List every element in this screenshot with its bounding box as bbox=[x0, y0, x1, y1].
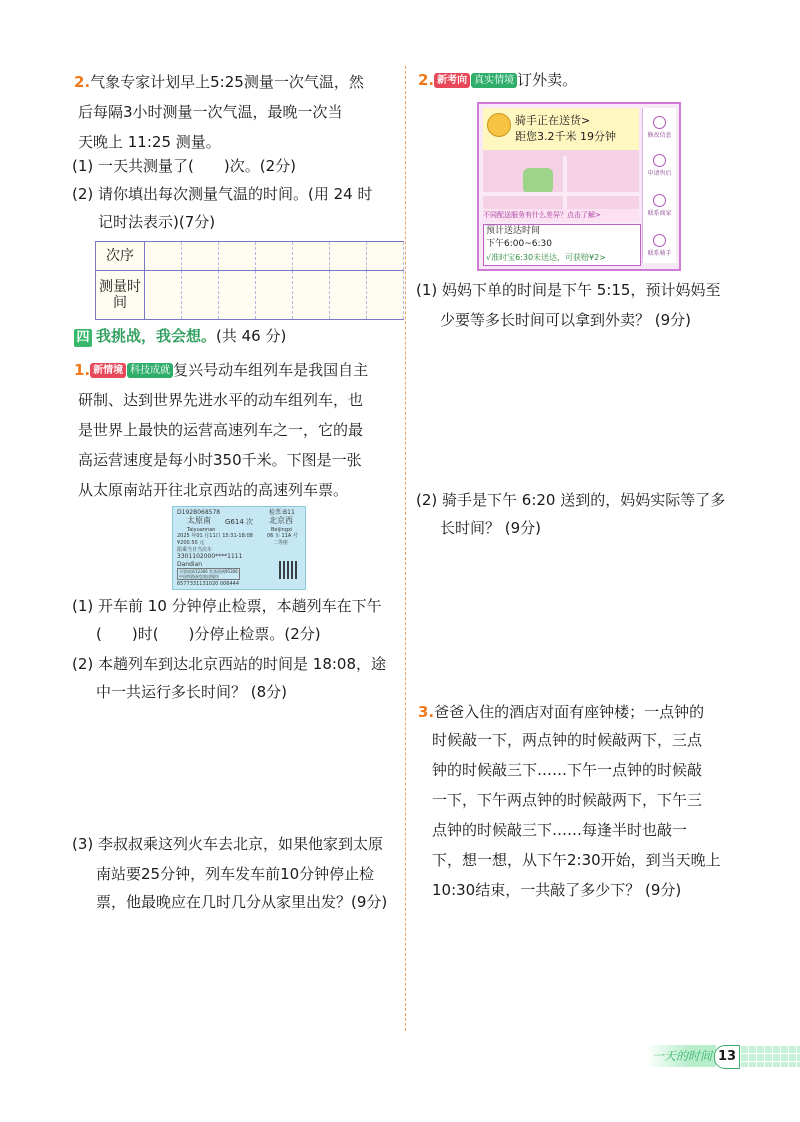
ticket-code: D192B068578 bbox=[177, 509, 221, 516]
r-q3-line1 bbox=[418, 698, 704, 727]
q2-part1: (1) 一天共测量了( )次。(2分) bbox=[72, 157, 296, 175]
real-situation-tag: 真实情境 bbox=[471, 73, 517, 88]
eta-label: 预计送达时间 bbox=[486, 226, 541, 236]
q2-line2: 后每隔3小时测量一次气温，最晚一次当 bbox=[78, 103, 343, 121]
rider-status: 骑手正在送货> bbox=[515, 114, 591, 127]
q1-part2-line2: 中一共运行多长时间？ (8分) bbox=[96, 683, 288, 701]
table-cell[interactable] bbox=[145, 242, 182, 271]
table-cell[interactable] bbox=[145, 271, 182, 320]
q2-text: 气象专家计划早上5:25测量一次气温，然 bbox=[90, 73, 364, 91]
q1-line3: 是世界上最快的运营高速列车之一，它的最 bbox=[78, 421, 364, 439]
table-cell[interactable] bbox=[330, 242, 367, 271]
table-cell[interactable] bbox=[256, 242, 293, 271]
scooter-icon bbox=[523, 168, 553, 194]
r-q2-part1-line1: (1) 妈妈下单的时间是下午 5:15，预计妈妈至 bbox=[416, 281, 721, 299]
edit-icon bbox=[653, 116, 666, 129]
contact-rider-item[interactable] bbox=[643, 234, 676, 257]
rider-icon bbox=[653, 234, 666, 247]
new-situation-tag: 新情境 bbox=[90, 363, 126, 378]
q2-part2-line2: 记时法表示)(7分) bbox=[98, 213, 216, 231]
r-q2-part2-line2: 长时间？ (9分) bbox=[440, 519, 542, 537]
ticket-notice bbox=[177, 568, 240, 580]
r-q2-part1-line2: 少要等多长时间可以拿到外卖？ (9分) bbox=[440, 311, 692, 329]
section-badge: 四 bbox=[74, 329, 92, 347]
contact-shop-item[interactable] bbox=[643, 194, 676, 217]
eta-range: 下午6:00~6:30 bbox=[486, 239, 552, 249]
side-label: 申请售后 bbox=[647, 170, 672, 177]
r-q3-text: 爸爸入住的酒店对面有座钟楼；一点钟的 bbox=[434, 703, 705, 721]
q2-line3: 天晚上 11:25 测量。 bbox=[78, 133, 221, 151]
ticket-from: 太原南 bbox=[187, 516, 211, 525]
delivery-time-box bbox=[483, 224, 641, 266]
r-q3-line2: 时候敲一下，两点钟的时候敲两下，三点 bbox=[432, 731, 703, 749]
r-q3-line3: 钟的时候敲三下……下午一点钟的时候敲 bbox=[432, 761, 703, 779]
q1-text: 复兴号动车组列车是我国自主 bbox=[173, 361, 369, 379]
q1-line1 bbox=[74, 356, 368, 385]
r-q2-text: 订外卖。 bbox=[517, 71, 578, 89]
question-number: 3. bbox=[418, 703, 435, 721]
q1-part3-line2: 南站要25分钟，列车发车前10分钟停止检 bbox=[96, 865, 375, 883]
after-sale-item[interactable] bbox=[643, 154, 676, 177]
q1-part2-line1: (2) 本趟列车到达北京西站的时间是 18:08，途 bbox=[72, 655, 387, 673]
ticket-to-en: Beijingxi bbox=[271, 527, 293, 533]
q1-part3-line1: (3) 李叔叔乘这列火车去北京，如果他家到太原 bbox=[72, 835, 384, 853]
ticket-train: G614 次 bbox=[225, 518, 254, 526]
r-q2-part2-line1: (2) 骑手是下午 6:20 送到的，妈妈实际等了多 bbox=[416, 491, 726, 509]
table-header-time: 测量时间 bbox=[96, 271, 145, 320]
footer-decoration bbox=[740, 1045, 800, 1067]
section-header bbox=[74, 322, 286, 351]
ticket-date: 2025 年01 月11日 15:31-18:08 bbox=[177, 533, 253, 539]
r-q2-title bbox=[418, 66, 577, 95]
question-number: 1. bbox=[74, 361, 91, 379]
after-sale-icon bbox=[653, 154, 666, 167]
edit-info-item[interactable] bbox=[643, 116, 676, 139]
table-cell[interactable] bbox=[219, 242, 256, 271]
ticket-seat: 06 车 11A 号 bbox=[267, 533, 298, 539]
table-cell[interactable] bbox=[182, 242, 219, 271]
r-q3-line5: 点钟的时候敲三下……每逢半时也敲一 bbox=[432, 821, 688, 839]
side-label: 修改信息 bbox=[647, 132, 672, 139]
section-score: (共 46 分) bbox=[216, 327, 287, 345]
page-number: 13 bbox=[714, 1045, 740, 1069]
delivery-app-screenshot bbox=[477, 102, 681, 271]
q2-line1 bbox=[74, 68, 364, 97]
table-cell[interactable] bbox=[182, 271, 219, 320]
table-cell[interactable] bbox=[293, 242, 330, 271]
q2-part2-line1: (2) 请你填出每次测量气温的时间。(用 24 时 bbox=[72, 185, 373, 203]
side-label: 联系骑手 bbox=[647, 250, 672, 257]
train-ticket-image bbox=[172, 506, 306, 590]
q1-part1-line2: ( )时( )分停止检票。(2分) bbox=[96, 625, 321, 643]
column-divider bbox=[405, 66, 406, 1031]
q1-part3-line3: 票，他最晚应在几时几分从家里出发？(9分) bbox=[96, 893, 388, 911]
map-road bbox=[563, 156, 567, 214]
ticket-price: ¥200.50 元 bbox=[177, 540, 205, 546]
table-cell[interactable] bbox=[330, 271, 367, 320]
map-road bbox=[483, 192, 639, 196]
ticket-serial: 6577331131020 006444 bbox=[177, 581, 240, 587]
side-label: 联系商家 bbox=[647, 210, 672, 217]
ticket-notice-text2: 中国铁路祝您旅途愉快 bbox=[179, 574, 219, 579]
new-direction-tag: 新考向 bbox=[434, 73, 470, 88]
qr-code-icon bbox=[279, 561, 297, 579]
ticket-to: 北京西 bbox=[269, 516, 293, 525]
question-number: 2. bbox=[74, 73, 91, 91]
r-q3-line4: 一下，下午两点钟的时候敲两下，下午三 bbox=[432, 791, 703, 809]
rider-avatar-icon bbox=[487, 113, 511, 137]
shop-icon bbox=[653, 194, 666, 207]
ticket-id: 3301102000****1111 bbox=[177, 553, 243, 560]
table-cell[interactable] bbox=[293, 271, 330, 320]
ticket-notice-text: 买票请到12306 发货请到95306 bbox=[179, 569, 238, 574]
table-cell[interactable] bbox=[256, 271, 293, 320]
on-time-guarantee[interactable]: √准时宝6:30未送达，可获赔¥2> bbox=[486, 253, 606, 262]
rider-distance: 距您3.2千米 19分钟 bbox=[515, 130, 616, 143]
table-header-order: 次序 bbox=[96, 242, 145, 271]
table-cell[interactable] bbox=[367, 271, 404, 320]
ticket-from-en: Taiyuannan bbox=[187, 527, 216, 533]
table-cell[interactable] bbox=[367, 242, 404, 271]
question-number: 2. bbox=[418, 71, 435, 89]
q1-line5: 从太原南站开往北京西站的高速列车票。 bbox=[78, 481, 349, 499]
ticket-name: Dandian bbox=[177, 561, 203, 568]
app-map bbox=[483, 108, 639, 214]
r-q3-line7: 10:30结束，一共敲了多少下？ (9分) bbox=[432, 881, 682, 899]
app-side-menu bbox=[642, 108, 676, 263]
q1-line2: 研制、达到世界先进水平的动车组列车，也 bbox=[78, 391, 364, 409]
tech-tag: 科技成就 bbox=[127, 363, 173, 378]
q1-part1-line1: (1) 开车前 10 分钟停止检票，本趟列车在下午 bbox=[72, 597, 382, 615]
rider-status-card bbox=[483, 108, 639, 150]
table-cell[interactable] bbox=[219, 271, 256, 320]
ticket-class: 二等座 bbox=[273, 540, 289, 546]
chapter-label: 一天的时间 bbox=[646, 1045, 716, 1067]
section-title: 我挑战，我会想。 bbox=[96, 327, 217, 345]
measurement-table bbox=[95, 241, 404, 320]
service-info-bar[interactable]: 不同配送服务有什么差异？点击了解> bbox=[483, 209, 639, 222]
ticket-gate: 检票:B11 bbox=[269, 509, 295, 516]
ticket-note: 限乘当日当次车 bbox=[177, 547, 213, 553]
q1-line4: 高运营速度是每小时350千米。下图是一张 bbox=[78, 451, 362, 469]
r-q3-line6: 下，想一想，从下午2:30开始，到当天晚上 bbox=[432, 851, 721, 869]
